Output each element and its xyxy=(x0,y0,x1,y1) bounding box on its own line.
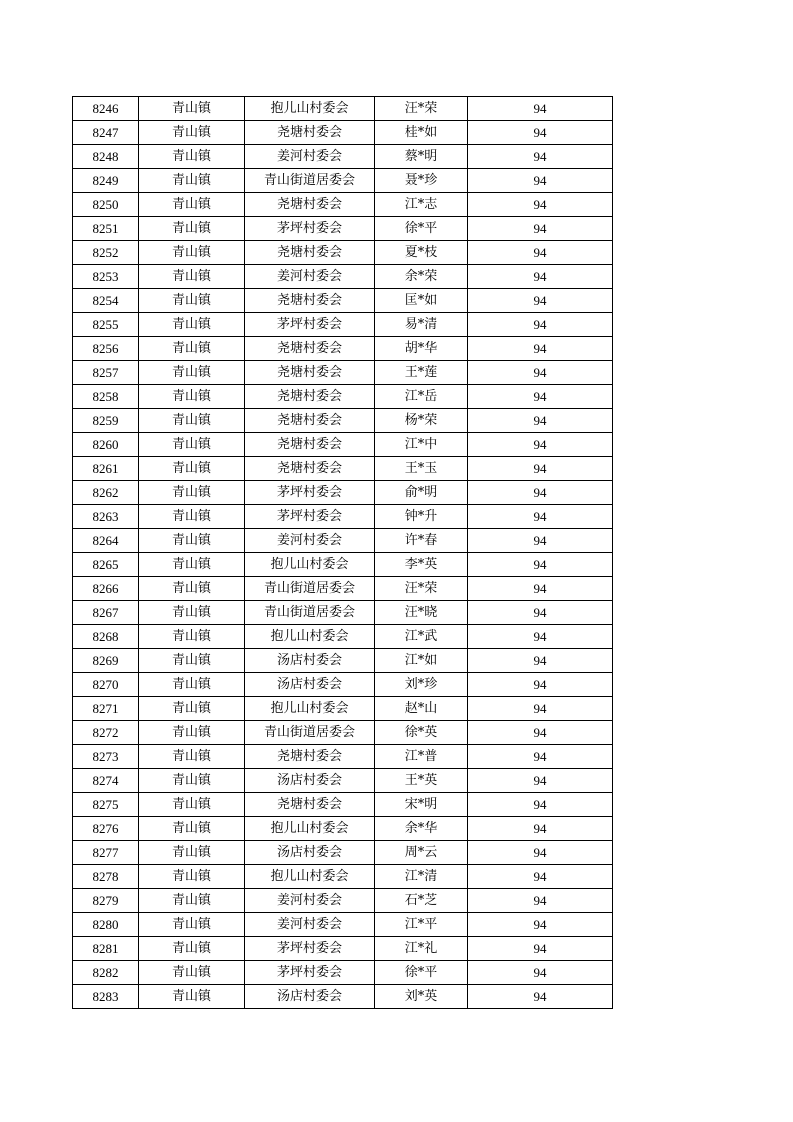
table-row xyxy=(73,169,613,193)
town-cell: 青山镇 xyxy=(139,265,245,289)
table-row xyxy=(73,577,613,601)
town-cell: 青山镇 xyxy=(139,793,245,817)
town-cell: 青山镇 xyxy=(139,937,245,961)
table-row xyxy=(73,289,613,313)
person-name-cell: 夏*枝 xyxy=(375,241,468,265)
table-row xyxy=(73,889,613,913)
table-row xyxy=(73,937,613,961)
table-row xyxy=(73,481,613,505)
town-cell: 青山镇 xyxy=(139,289,245,313)
score-cell: 94 xyxy=(468,361,613,385)
table-row xyxy=(73,145,613,169)
person-name-cell: 王*英 xyxy=(375,769,468,793)
person-name-cell: 江*礼 xyxy=(375,937,468,961)
person-name-cell: 蔡*明 xyxy=(375,145,468,169)
person-name-cell: 江*志 xyxy=(375,193,468,217)
table-row xyxy=(73,985,613,1009)
person-name-cell: 江*岳 xyxy=(375,385,468,409)
town-cell: 青山镇 xyxy=(139,889,245,913)
person-name-cell: 俞*明 xyxy=(375,481,468,505)
score-cell: 94 xyxy=(468,409,613,433)
row-id-cell: 8266 xyxy=(73,577,139,601)
person-name-cell: 许*春 xyxy=(375,529,468,553)
committee-cell: 青山街道居委会 xyxy=(245,721,375,745)
person-name-cell: 刘*英 xyxy=(375,985,468,1009)
score-cell: 94 xyxy=(468,337,613,361)
row-id-cell: 8246 xyxy=(73,97,139,121)
row-id-cell: 8259 xyxy=(73,409,139,433)
person-name-cell: 聂*珍 xyxy=(375,169,468,193)
committee-cell: 尧塘村委会 xyxy=(245,121,375,145)
row-id-cell: 8277 xyxy=(73,841,139,865)
score-cell: 94 xyxy=(468,961,613,985)
town-cell: 青山镇 xyxy=(139,385,245,409)
committee-cell: 姜河村委会 xyxy=(245,913,375,937)
score-cell: 94 xyxy=(468,193,613,217)
town-cell: 青山镇 xyxy=(139,985,245,1009)
table-row xyxy=(73,673,613,697)
table-row xyxy=(73,841,613,865)
town-cell: 青山镇 xyxy=(139,337,245,361)
town-cell: 青山镇 xyxy=(139,673,245,697)
row-id-cell: 8256 xyxy=(73,337,139,361)
score-cell: 94 xyxy=(468,769,613,793)
roster-table xyxy=(72,96,613,1009)
row-id-cell: 8257 xyxy=(73,361,139,385)
table-row xyxy=(73,793,613,817)
row-id-cell: 8247 xyxy=(73,121,139,145)
committee-cell: 汤店村委会 xyxy=(245,769,375,793)
person-name-cell: 江*清 xyxy=(375,865,468,889)
row-id-cell: 8264 xyxy=(73,529,139,553)
committee-cell: 姜河村委会 xyxy=(245,889,375,913)
person-name-cell: 赵*山 xyxy=(375,697,468,721)
person-name-cell: 宋*明 xyxy=(375,793,468,817)
score-cell: 94 xyxy=(468,697,613,721)
row-id-cell: 8254 xyxy=(73,289,139,313)
committee-cell: 汤店村委会 xyxy=(245,985,375,1009)
score-cell: 94 xyxy=(468,817,613,841)
score-cell: 94 xyxy=(468,625,613,649)
row-id-cell: 8280 xyxy=(73,913,139,937)
row-id-cell: 8273 xyxy=(73,745,139,769)
town-cell: 青山镇 xyxy=(139,769,245,793)
table-row xyxy=(73,553,613,577)
score-cell: 94 xyxy=(468,865,613,889)
score-cell: 94 xyxy=(468,841,613,865)
table-row xyxy=(73,217,613,241)
score-cell: 94 xyxy=(468,97,613,121)
person-name-cell: 杨*荣 xyxy=(375,409,468,433)
row-id-cell: 8268 xyxy=(73,625,139,649)
town-cell: 青山镇 xyxy=(139,409,245,433)
table-row xyxy=(73,505,613,529)
person-name-cell: 江*如 xyxy=(375,649,468,673)
committee-cell: 青山街道居委会 xyxy=(245,169,375,193)
town-cell: 青山镇 xyxy=(139,457,245,481)
table-row xyxy=(73,97,613,121)
committee-cell: 抱儿山村委会 xyxy=(245,697,375,721)
row-id-cell: 8260 xyxy=(73,433,139,457)
committee-cell: 茅坪村委会 xyxy=(245,961,375,985)
person-name-cell: 江*普 xyxy=(375,745,468,769)
town-cell: 青山镇 xyxy=(139,313,245,337)
person-name-cell: 周*云 xyxy=(375,841,468,865)
town-cell: 青山镇 xyxy=(139,721,245,745)
table-row xyxy=(73,961,613,985)
person-name-cell: 汪*晓 xyxy=(375,601,468,625)
row-id-cell: 8267 xyxy=(73,601,139,625)
town-cell: 青山镇 xyxy=(139,241,245,265)
score-cell: 94 xyxy=(468,313,613,337)
town-cell: 青山镇 xyxy=(139,121,245,145)
town-cell: 青山镇 xyxy=(139,577,245,601)
town-cell: 青山镇 xyxy=(139,697,245,721)
person-name-cell: 匡*如 xyxy=(375,289,468,313)
table-row xyxy=(73,457,613,481)
person-name-cell: 王*莲 xyxy=(375,361,468,385)
row-id-cell: 8265 xyxy=(73,553,139,577)
town-cell: 青山镇 xyxy=(139,841,245,865)
committee-cell: 汤店村委会 xyxy=(245,649,375,673)
table-row xyxy=(73,121,613,145)
score-cell: 94 xyxy=(468,289,613,313)
score-cell: 94 xyxy=(468,601,613,625)
row-id-cell: 8269 xyxy=(73,649,139,673)
table-row xyxy=(73,745,613,769)
row-id-cell: 8275 xyxy=(73,793,139,817)
committee-cell: 姜河村委会 xyxy=(245,145,375,169)
town-cell: 青山镇 xyxy=(139,745,245,769)
committee-cell: 尧塘村委会 xyxy=(245,241,375,265)
town-cell: 青山镇 xyxy=(139,961,245,985)
table-row xyxy=(73,241,613,265)
table-row xyxy=(73,817,613,841)
row-id-cell: 8278 xyxy=(73,865,139,889)
committee-cell: 茅坪村委会 xyxy=(245,217,375,241)
committee-cell: 尧塘村委会 xyxy=(245,361,375,385)
person-name-cell: 易*清 xyxy=(375,313,468,337)
score-cell: 94 xyxy=(468,169,613,193)
score-cell: 94 xyxy=(468,937,613,961)
town-cell: 青山镇 xyxy=(139,361,245,385)
committee-cell: 尧塘村委会 xyxy=(245,289,375,313)
town-cell: 青山镇 xyxy=(139,865,245,889)
person-name-cell: 徐*平 xyxy=(375,961,468,985)
committee-cell: 汤店村委会 xyxy=(245,673,375,697)
score-cell: 94 xyxy=(468,985,613,1009)
score-cell: 94 xyxy=(468,457,613,481)
score-cell: 94 xyxy=(468,649,613,673)
person-name-cell: 李*英 xyxy=(375,553,468,577)
table-row xyxy=(73,769,613,793)
row-id-cell: 8274 xyxy=(73,769,139,793)
table-row xyxy=(73,697,613,721)
committee-cell: 抱儿山村委会 xyxy=(245,817,375,841)
score-cell: 94 xyxy=(468,553,613,577)
roster-body xyxy=(73,97,613,1009)
row-id-cell: 8255 xyxy=(73,313,139,337)
town-cell: 青山镇 xyxy=(139,529,245,553)
score-cell: 94 xyxy=(468,529,613,553)
town-cell: 青山镇 xyxy=(139,217,245,241)
committee-cell: 尧塘村委会 xyxy=(245,385,375,409)
committee-cell: 抱儿山村委会 xyxy=(245,865,375,889)
row-id-cell: 8250 xyxy=(73,193,139,217)
table-row xyxy=(73,649,613,673)
row-id-cell: 8282 xyxy=(73,961,139,985)
table-row xyxy=(73,337,613,361)
town-cell: 青山镇 xyxy=(139,601,245,625)
table-row xyxy=(73,313,613,337)
person-name-cell: 江*平 xyxy=(375,913,468,937)
person-name-cell: 胡*华 xyxy=(375,337,468,361)
table-row xyxy=(73,913,613,937)
person-name-cell: 石*芝 xyxy=(375,889,468,913)
score-cell: 94 xyxy=(468,889,613,913)
committee-cell: 抱儿山村委会 xyxy=(245,97,375,121)
committee-cell: 茅坪村委会 xyxy=(245,937,375,961)
score-cell: 94 xyxy=(468,577,613,601)
committee-cell: 尧塘村委会 xyxy=(245,193,375,217)
person-name-cell: 王*玉 xyxy=(375,457,468,481)
row-id-cell: 8272 xyxy=(73,721,139,745)
row-id-cell: 8279 xyxy=(73,889,139,913)
table-row xyxy=(73,193,613,217)
row-id-cell: 8281 xyxy=(73,937,139,961)
committee-cell: 尧塘村委会 xyxy=(245,337,375,361)
committee-cell: 茅坪村委会 xyxy=(245,505,375,529)
table-row xyxy=(73,601,613,625)
table-row xyxy=(73,361,613,385)
person-name-cell: 钟*升 xyxy=(375,505,468,529)
town-cell: 青山镇 xyxy=(139,553,245,577)
score-cell: 94 xyxy=(468,121,613,145)
row-id-cell: 8283 xyxy=(73,985,139,1009)
committee-cell: 青山街道居委会 xyxy=(245,577,375,601)
score-cell: 94 xyxy=(468,913,613,937)
person-name-cell: 余*荣 xyxy=(375,265,468,289)
table-row xyxy=(73,721,613,745)
row-id-cell: 8270 xyxy=(73,673,139,697)
committee-cell: 尧塘村委会 xyxy=(245,745,375,769)
score-cell: 94 xyxy=(468,265,613,289)
person-name-cell: 刘*珍 xyxy=(375,673,468,697)
committee-cell: 茅坪村委会 xyxy=(245,313,375,337)
committee-cell: 尧塘村委会 xyxy=(245,793,375,817)
row-id-cell: 8262 xyxy=(73,481,139,505)
score-cell: 94 xyxy=(468,721,613,745)
town-cell: 青山镇 xyxy=(139,913,245,937)
person-name-cell: 江*中 xyxy=(375,433,468,457)
town-cell: 青山镇 xyxy=(139,169,245,193)
row-id-cell: 8258 xyxy=(73,385,139,409)
town-cell: 青山镇 xyxy=(139,481,245,505)
town-cell: 青山镇 xyxy=(139,433,245,457)
score-cell: 94 xyxy=(468,505,613,529)
score-cell: 94 xyxy=(468,433,613,457)
table-row xyxy=(73,385,613,409)
table-row xyxy=(73,529,613,553)
committee-cell: 茅坪村委会 xyxy=(245,481,375,505)
committee-cell: 尧塘村委会 xyxy=(245,433,375,457)
score-cell: 94 xyxy=(468,793,613,817)
score-cell: 94 xyxy=(468,145,613,169)
row-id-cell: 8253 xyxy=(73,265,139,289)
person-name-cell: 汪*荣 xyxy=(375,577,468,601)
committee-cell: 尧塘村委会 xyxy=(245,457,375,481)
committee-cell: 抱儿山村委会 xyxy=(245,553,375,577)
table-row xyxy=(73,265,613,289)
row-id-cell: 8263 xyxy=(73,505,139,529)
town-cell: 青山镇 xyxy=(139,97,245,121)
committee-cell: 姜河村委会 xyxy=(245,265,375,289)
town-cell: 青山镇 xyxy=(139,505,245,529)
table-row xyxy=(73,625,613,649)
committee-cell: 抱儿山村委会 xyxy=(245,625,375,649)
score-cell: 94 xyxy=(468,745,613,769)
person-name-cell: 江*武 xyxy=(375,625,468,649)
town-cell: 青山镇 xyxy=(139,625,245,649)
person-name-cell: 徐*平 xyxy=(375,217,468,241)
town-cell: 青山镇 xyxy=(139,817,245,841)
town-cell: 青山镇 xyxy=(139,193,245,217)
person-name-cell: 汪*荣 xyxy=(375,97,468,121)
table-row xyxy=(73,409,613,433)
person-name-cell: 余*华 xyxy=(375,817,468,841)
committee-cell: 姜河村委会 xyxy=(245,529,375,553)
table-row xyxy=(73,865,613,889)
committee-cell: 青山街道居委会 xyxy=(245,601,375,625)
row-id-cell: 8261 xyxy=(73,457,139,481)
person-name-cell: 桂*如 xyxy=(375,121,468,145)
town-cell: 青山镇 xyxy=(139,649,245,673)
table-row xyxy=(73,433,613,457)
row-id-cell: 8251 xyxy=(73,217,139,241)
score-cell: 94 xyxy=(468,385,613,409)
score-cell: 94 xyxy=(468,481,613,505)
row-id-cell: 8249 xyxy=(73,169,139,193)
person-name-cell: 徐*英 xyxy=(375,721,468,745)
row-id-cell: 8276 xyxy=(73,817,139,841)
committee-cell: 尧塘村委会 xyxy=(245,409,375,433)
score-cell: 94 xyxy=(468,673,613,697)
committee-cell: 汤店村委会 xyxy=(245,841,375,865)
row-id-cell: 8248 xyxy=(73,145,139,169)
town-cell: 青山镇 xyxy=(139,145,245,169)
score-cell: 94 xyxy=(468,217,613,241)
row-id-cell: 8252 xyxy=(73,241,139,265)
score-cell: 94 xyxy=(468,241,613,265)
row-id-cell: 8271 xyxy=(73,697,139,721)
